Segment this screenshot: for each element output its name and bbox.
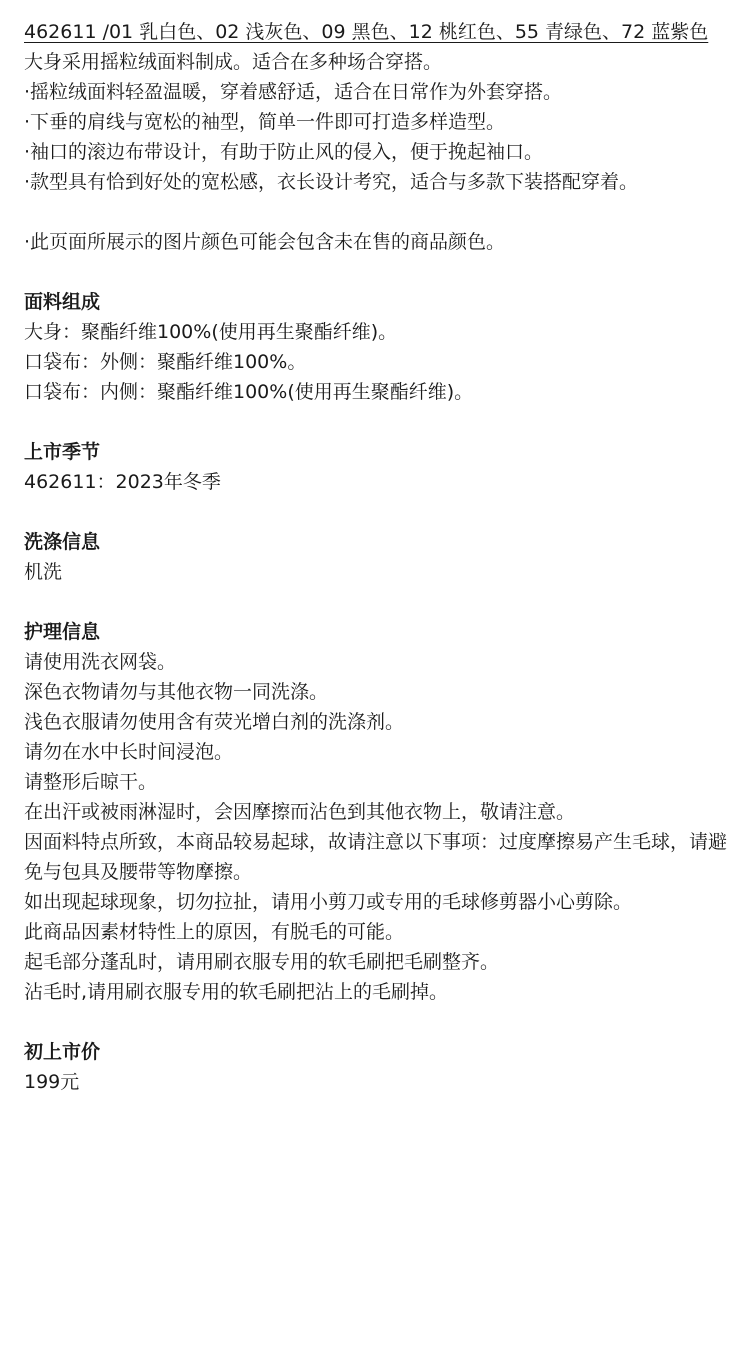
color-options-link[interactable]: 462611 /01 乳白色、02 浅灰色、09 黑色、12 桃红色、55 青绿色、72 蓝紫色 <box>24 21 709 43</box>
care-section <box>24 617 732 1007</box>
material-line: 口袋布：外侧：聚酯纤维100%。 <box>24 351 307 373</box>
wash-section <box>24 527 732 587</box>
price-section <box>24 1037 732 1097</box>
season-line: 462611：2023年冬季 <box>24 471 221 493</box>
section-heading-wash: 洗涤信息 <box>24 531 101 553</box>
wash-line: 机洗 <box>24 561 63 583</box>
care-line: 起毛部分蓬乱时，请用刷衣服专用的软毛刷把毛刷整齐。 <box>24 951 500 973</box>
care-line: 浅色衣服请勿使用含有荧光增白剂的洗涤剂。 <box>24 711 405 733</box>
color-note: ·此页面所展示的图片颜色可能会包含未在售的商品颜色。 <box>24 231 506 253</box>
material-line: 大身：聚酯纤维100%(使用再生聚酯纤维)。 <box>24 321 398 343</box>
description-line: 大身采用摇粒绒面料制成。适合在多种场合穿搭。 <box>24 51 443 73</box>
description-line: ·款型具有恰到好处的宽松感，衣长设计考究，适合与多款下装搭配穿着。 <box>24 171 639 193</box>
material-section <box>24 287 732 407</box>
material-line: 口袋布：内侧：聚酯纤维100%(使用再生聚酯纤维)。 <box>24 381 474 403</box>
care-line: 深色衣物请勿与其他衣物一同洗涤。 <box>24 681 329 703</box>
care-line: 此商品因素材特性上的原因，有脱毛的可能。 <box>24 921 405 943</box>
description-line: ·下垂的肩线与宽松的袖型，简单一件即可打造多样造型。 <box>24 111 506 133</box>
section-heading-price: 初上市价 <box>24 1041 101 1063</box>
care-line: 因面料特点所致，本商品较易起球，故请注意以下事项：过度摩擦易产生毛球，请避免与包具及腰带等物摩擦。 <box>24 831 728 883</box>
care-line: 在出汗或被雨淋湿时，会因摩擦而沾色到其他衣物上，敬请注意。 <box>24 801 576 823</box>
description-line: ·袖口的滚边布带设计，有助于防止风的侵入，便于挽起袖口。 <box>24 141 544 163</box>
product-description <box>24 47 732 197</box>
season-section <box>24 437 732 497</box>
section-heading-material: 面料组成 <box>24 291 101 313</box>
care-line: 请整形后晾干。 <box>24 771 158 793</box>
price-value: 199元 <box>24 1071 80 1093</box>
color-note-section <box>24 227 732 257</box>
care-line: 请勿在水中长时间浸泡。 <box>24 741 234 763</box>
description-line: ·摇粒绒面料轻盈温暖，穿着感舒适，适合在日常作为外套穿搭。 <box>24 81 563 103</box>
care-line: 请使用洗衣网袋。 <box>24 651 177 673</box>
care-line: 如出现起球现象，切勿拉扯，请用小剪刀或专用的毛球修剪器小心剪除。 <box>24 891 633 913</box>
section-heading-season: 上市季节 <box>24 441 101 463</box>
section-heading-care: 护理信息 <box>24 621 101 643</box>
care-line: 沾毛时,请用刷衣服专用的软毛刷把沾上的毛刷掉。 <box>24 981 449 1003</box>
